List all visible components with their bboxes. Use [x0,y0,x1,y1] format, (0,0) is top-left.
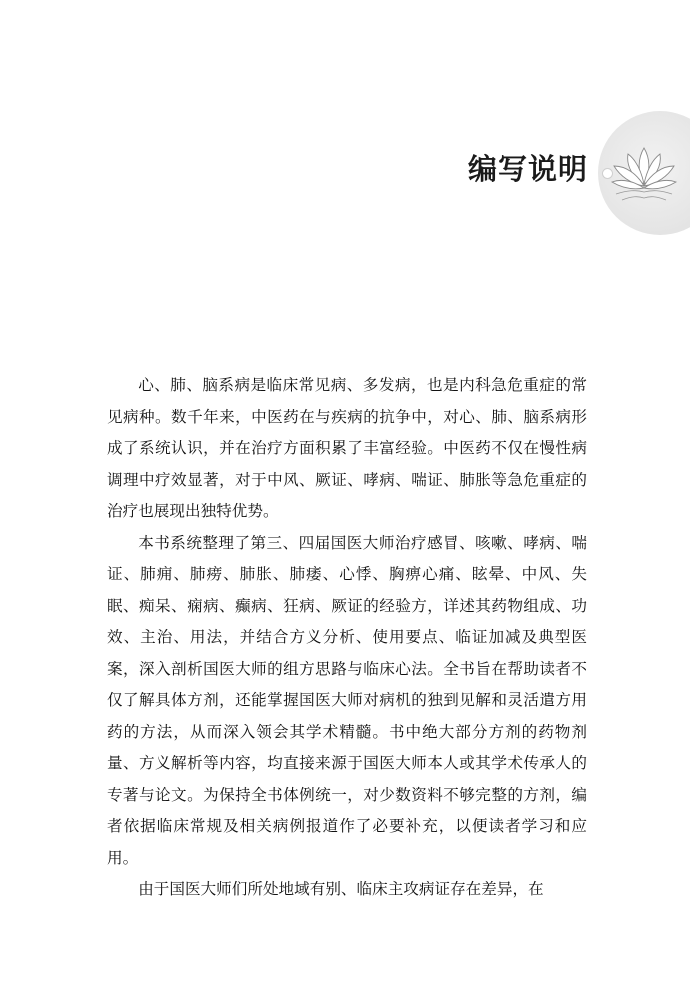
paragraph: 心、肺、脑系病是临床常见病、多发病，也是内科急危重症的常见病种。数千年来，中医药在与疾病的抗争中，对心、肺、脑系病形成了系统认识，并在治疗方面积累了丰富经验。中医药不仅在慢性病调理中疗效显著，对于中风、厥证、哮病、喘证、肺胀等急危重症的治疗也展现出独特优势。 [107,376,587,520]
paragraph: 由于国医大师们所处地域有别、临床主攻病证存在差异，在 [138,880,544,898]
paragraph: 本书系统整理了第三、四届国医大师治疗感冒、咳嗽、哮病、喘证、肺痈、肺痨、肺胀、肺痿、心悸、胸痹心痛、眩晕、中风、失眠、痴呆、痫病、癫病、狂病、厥证的经验方，详述其药物组成、功效、主治、用法，并结合方义分析、使用要点、临证加减及典型医案，深入剖析国医大师的组方思路与临床心法。全书旨在帮助读者不仅了解具体方剂，还能掌握国医大师对病机的独到见解和灵活遣方用药的方法，从而深入领会其学术精髓。书中绝大部分方剂的药物剂量、方义解析等内容，均直接来源于国医大师本人或其学术传承人的专著与论文。为保持全书体例统一，对少数资料不够完整的方剂，编者依据临床常规及相关病例报道作了必要补充，以便读者学习和应用。 [107,533,587,867]
body-text [107,370,587,906]
title-bullet-dot [602,168,613,179]
page-title: 编写说明 [468,152,589,186]
lotus-icon [606,142,682,206]
